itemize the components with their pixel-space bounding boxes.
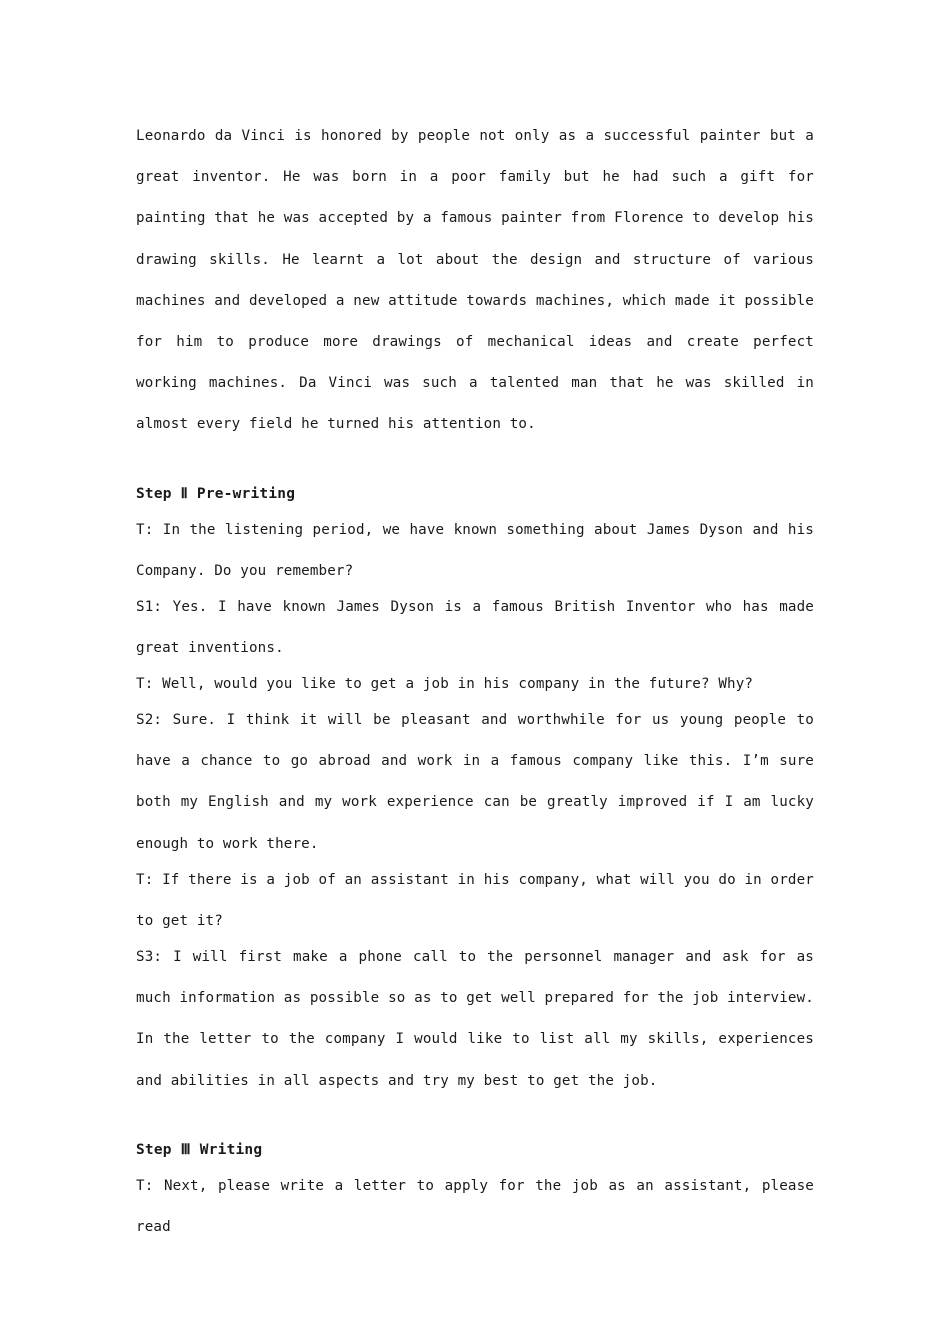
dialogue-line-s2: S2: Sure. I think it will be pleasant and worthwhile for us young people to have a chance to go abroad and work in a famous company like this. I’m sure both my English and my work experience can be greatly improved if I am lucky enough to work there. xyxy=(136,712,814,852)
step-2-heading: Step Ⅱ Pre-writing xyxy=(136,486,296,502)
dialogue-line-s1: S1: Yes. I have known James Dyson is a famous British Inventor who has made great inventions. xyxy=(136,599,814,657)
intro-paragraph: Leonardo da Vinci is honored by people not only as a successful painter but a great inventor. He was born in a poor family but he had such a gift for painting that he was accepted by a famous painter from Florence to develop his drawing skills. He learnt a lot about the design and structure of various machines and developed a new attitude towards machines, which made it possible for him to produce more drawings of mechanical ideas and create perfect working machines. Da Vinci was such a talented man that he was skilled in almost every field he turned his attention to. xyxy=(136,128,814,433)
step-3-heading: Step Ⅲ Writing xyxy=(136,1142,263,1158)
dialogue-line-t3: T: If there is a job of an assistant in his company, what will you do in order to get it? xyxy=(136,872,814,930)
final-paragraph: T: Next, please write a letter to apply for the job as an assistant, please read xyxy=(136,1178,814,1236)
dialogue-line-t2: T: Well, would you like to get a job in his company in the future? Why? xyxy=(136,676,754,692)
dialogue-line-s3: S3: I will first make a phone call to the personnel manager and ask for as much information as possible so as to get well prepared for the job interview. In the letter to the company I would like to list all my skills, experiences and abilities in all aspects and try my best to get the job. xyxy=(136,949,814,1089)
dialogue-line-t1: T: In the listening period, we have known something about James Dyson and his Company. Do you remember? xyxy=(136,522,814,580)
